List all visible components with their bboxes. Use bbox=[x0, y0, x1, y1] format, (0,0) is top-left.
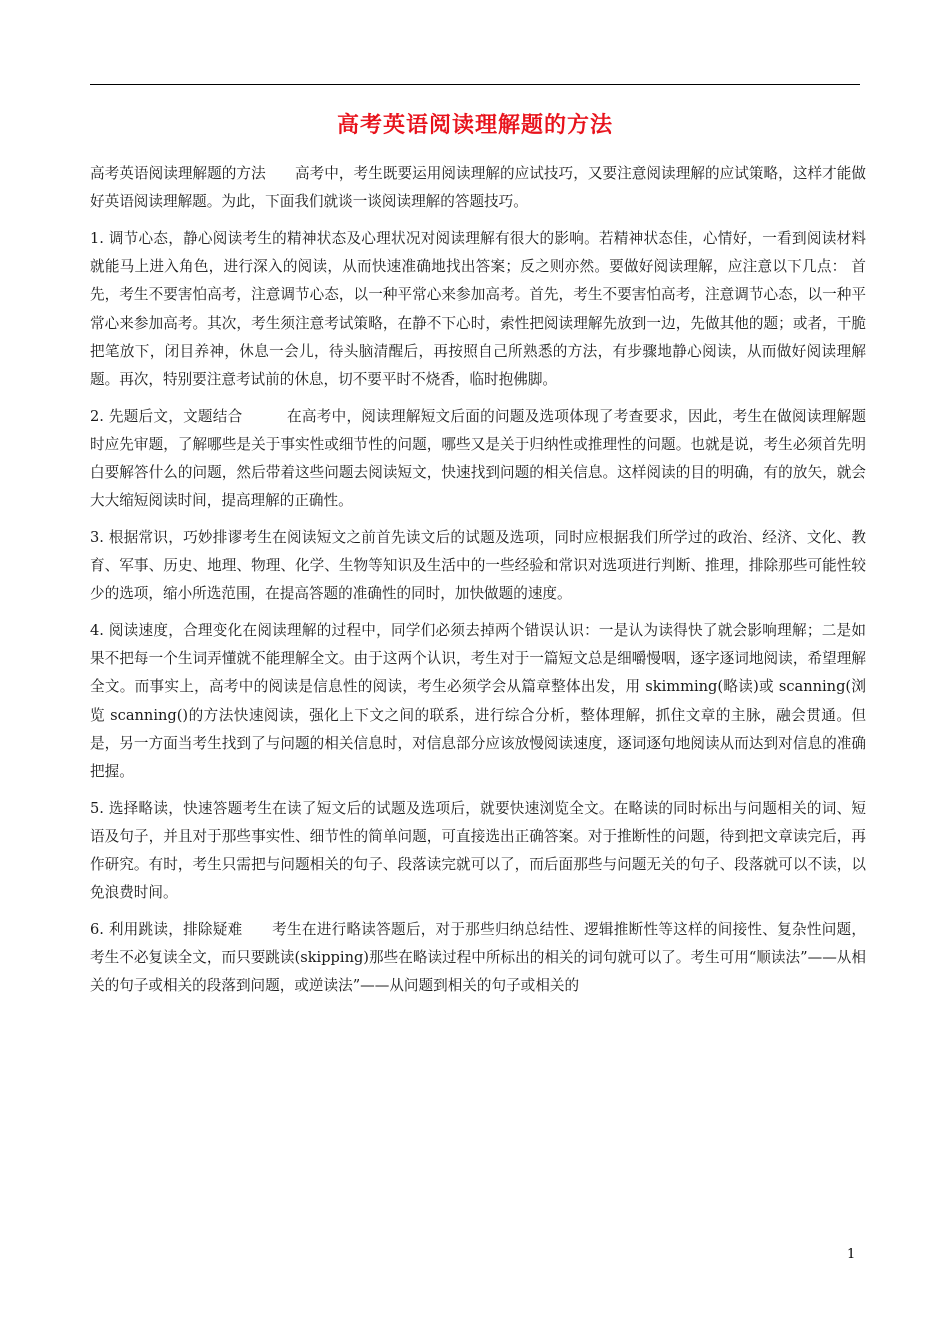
paragraph-5: 5. 选择略读，快速答题考生在读了短文后的试题及选项后，就要快速浏览全文。在略读的同时标出与问题相关的词、短语及句子，并且对于那些事实性、细节性的简单问题，可直接选出正确答案。对于推断性的问题，待到把文章读完后，再作研究。有时，考生只需把与问题相关的句子、段落读完就可以了，而后面那些与问题无关的句子、段落就可以不读，以免浪费时间。 bbox=[90, 799, 866, 902]
paragraph-2: 2. 先题后文，文题结合 在高考中，阅读理解短文后面的问题及选项体现了考查要求，因此，考生在做阅读理解题时应先审题，了解哪些是关于事实性或细节性的问题，哪些又是关于归纳性或推理性的问题。也就是说，考生必须首先明白要解答什么的问题，然后带着这些问题去阅读短文，快速找到问题的相关信息。这样阅读的目的明确，有的放矢，就会大大缩短阅读时间，提高理解的正确性。 bbox=[90, 407, 866, 510]
page-number: 1 bbox=[847, 1247, 856, 1262]
paragraph-1: 1. 调节心态，静心阅读考生的精神状态及心理状况对阅读理解有很大的影响。若精神状态佳，心情好，一看到阅读材料就能马上进入角色，进行深入的阅读，从而快速准确地找出答案；反之则亦然。要做好阅读理解，应注意以下几点： 首先，考生不要害怕高考，注意调节心态，以一种平常心来参加高考。首先，考生不要害怕高考，注意调节心态，以一种平常心来参加高考。其次，考生须注意考试策略，在静不下心时，索性把阅读理解先放到一边，先做其他的题；或者，干脆把笔放下，闭目养神，休息一会儿，待头脑清醒后，再按照自己所熟悉的方法，有步骤地静心阅读，从而做好阅读理解题。再次，特别要注意考试前的休息，切不要平时不烧香，临时抱佛脚。 bbox=[90, 229, 866, 388]
intro-paragraph: 高考英语阅读理解题的方法 高考中，考生既要运用阅读理解的应试技巧，又要注意阅读理解的应试策略，这样才能做好英语阅读理解题。为此，下面我们就谈一谈阅读理解的答题技巧。 bbox=[90, 165, 866, 211]
paragraph-4: 4. 阅读速度，合理变化在阅读理解的过程中，同学们必须去掉两个错误认识：一是认为读得快了就会影响理解；二是如果不把每一个生词弄懂就不能理解全文。由于这两个认识，考生对于一篇短文总是细嚼慢咽，逐字逐词地阅读，希望理解全文。而事实上，高考中的阅读是信息性的阅读，考生必须学会从篇章整体出发，用 skimming(略读)或 scanning(浏览 scanning()的方法快速阅读，强化上下文之间的联系，进行综合分析，整体理解，抓住文章的主脉，融会贯通。但是，另一方面当考生找到了与问题的相关信息时，对信息部分应该放慢阅读速度，逐词逐句地阅读从而达到对信息的准确把握。 bbox=[90, 622, 866, 781]
document-body bbox=[90, 160, 866, 1009]
document-title: 高考英语阅读理解题的方法 bbox=[336, 113, 613, 138]
paragraph-6: 6. 利用跳读，排除疑难 考生在进行略读答题后，对于那些归纳总结性、逻辑推断性等这样的间接性、复杂性问题，考生不必复读全文，而只要跳读(skipping)那些在略读过程中所标出的相关的词句就可以了。考生可用“顺读法”——从相关的句子或相关的段落到问题，或逆读法”——从问题到相关的句子或相关的 bbox=[90, 921, 866, 995]
paragraph-3: 3. 根据常识，巧妙排谬考生在阅读短文之前首先读文后的试题及选项，同时应根据我们所学过的政治、经济、文化、教育、军事、历史、地理、物理、化学、生物等知识及生活中的一些经验和常识对选项进行判断、推理，排除那些可能性较少的选项，缩小所选范围，在提高答题的准确性的同时，加快做题的速度。 bbox=[90, 528, 866, 603]
header-rule bbox=[90, 84, 860, 85]
